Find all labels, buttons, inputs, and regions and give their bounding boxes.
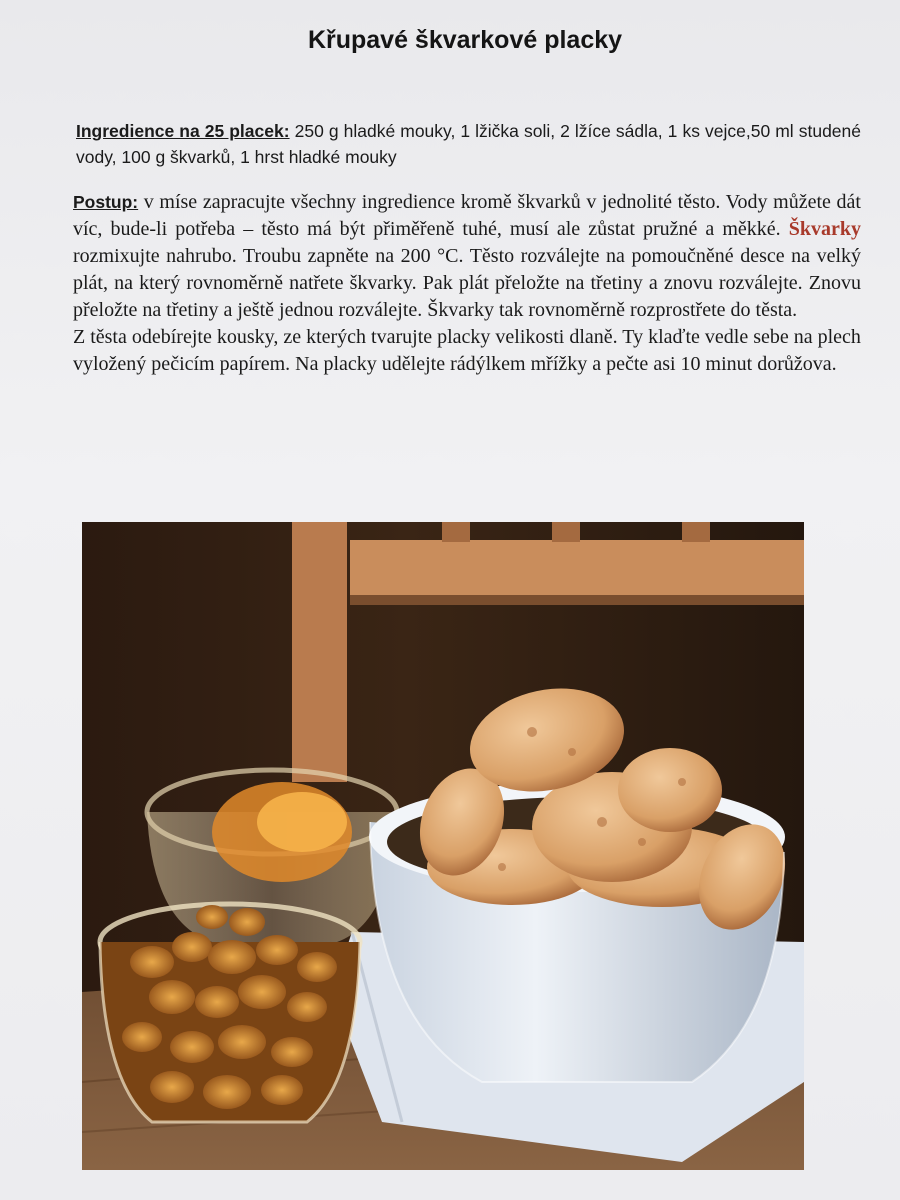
recipe-title: Křupavé škvarkové placky — [307, 26, 623, 54]
ingredients-text: 250 g hladké mouky, 1 lžička soli, 2 lžíce sádla, 1 ks vejce,50 ml studené vody, 100 g škvarků, 1 hrst hladké mouky — [76, 121, 861, 167]
method-paragraph-2: Z těsta odebírejte kousky, ze kterých tvarujte placky velikosti dlaně. Ty klaďte vedle sebe na plech vyložený pečicím papírem. Na placky udělejte rádýlkem mřížky a pečte asi 10 minut dorůžova. — [73, 326, 861, 375]
photo-illustration — [82, 522, 804, 1170]
method-text-2: rozmixujte nahrubo. Troubu zapněte na 200 °C. Těsto rozválejte na pomoučněné desce na velký plát, na který rovnoměrně natřete škvarky. Pak plát přeložte na třetiny a znovu rozválejte. Znovu přeložte na třetiny a ještě jednou rozválejte. Škvarky tak rovnoměrně rozprostřete do těsta. — [73, 245, 861, 321]
method-text-1: v míse zapracujte všechny ingredience kromě škvarků v jednolité těsto. Vody můžete dát víc, bude-li potřeba – těsto má být přiměřeně tuhé, musí ale zůstat pružné a měkké. — [73, 191, 861, 240]
recipe-photo — [82, 522, 804, 1170]
method-label: Postup: — [73, 192, 139, 212]
ingredients-label: Ingredience na 25 placek: — [76, 121, 290, 141]
ingredients-paragraph — [76, 118, 861, 170]
method-section — [73, 189, 861, 378]
highlight-word: Škvarky — [788, 218, 861, 240]
method-paragraph-1 — [73, 189, 861, 324]
